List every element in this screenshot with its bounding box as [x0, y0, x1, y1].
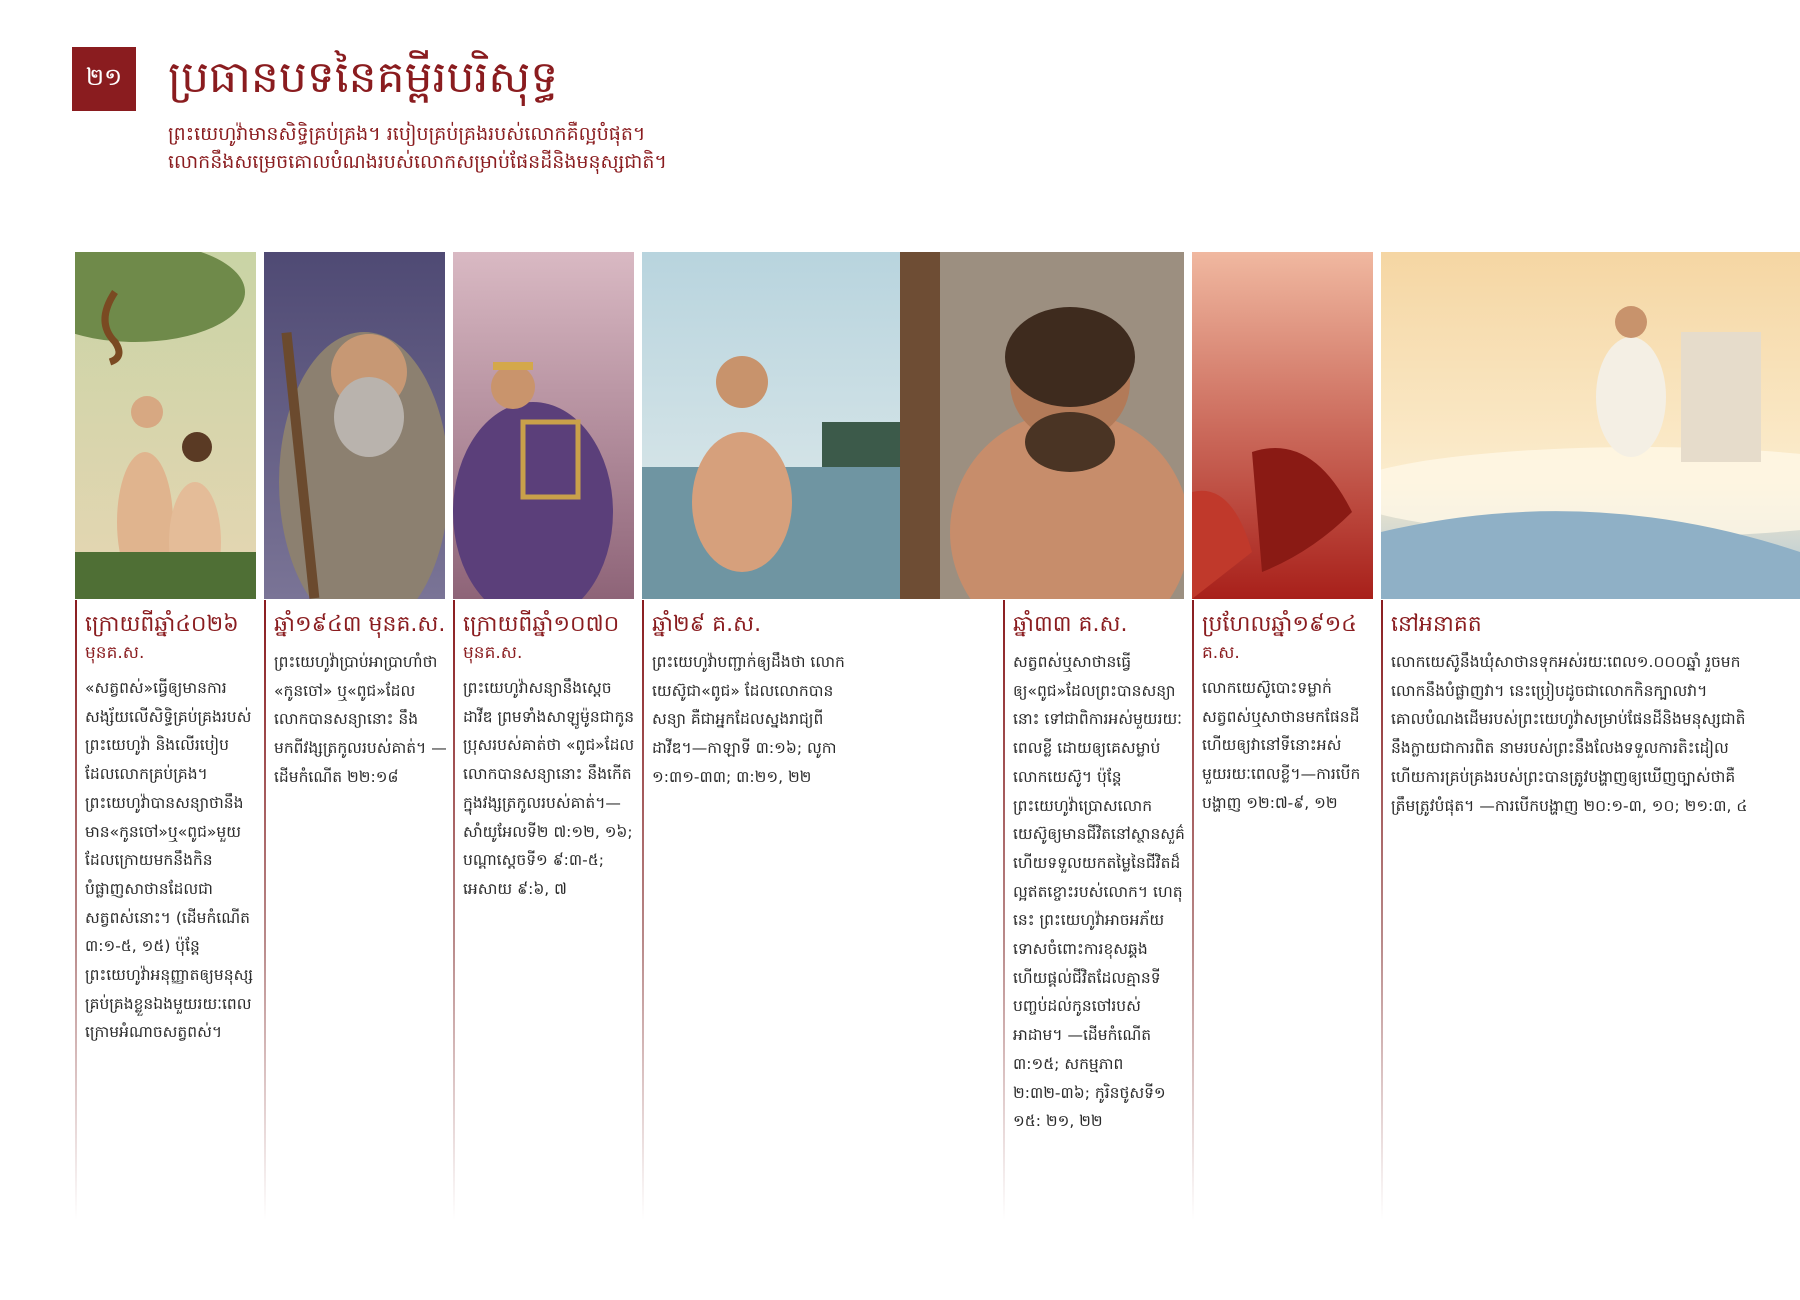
- page-subtitle: [168, 120, 888, 176]
- subtitle-line-1: ព្រះយេហូវ៉ាមានសិទ្ធិគ្រប់គ្រង។ របៀបគ្រប់គ្រងរបស់លោកគឺល្អបំផុត។: [168, 123, 646, 145]
- timeline-entry: [1003, 600, 1192, 1220]
- timeline-text: លោកយេស៊ូបោះទម្លាក់សត្វពស់ឬសាថានមកផែនដី ហើយឲ្យវានៅទីនោះអស់មួយរយៈពេលខ្លី។—ការបើកបង្ហាញ ១២:៧-៩, ១២: [1202, 679, 1361, 812]
- timeline-date: ឆ្នាំ១៩៤៣ មុនគ.ស.: [274, 612, 446, 637]
- timeline-divider: [1381, 600, 1383, 1220]
- timeline-divider: [75, 600, 77, 1220]
- timeline-era: គ.ស.: [1202, 643, 1240, 663]
- timeline-era: មុនគ.ស.: [463, 643, 523, 663]
- timeline-entry: [453, 600, 642, 1220]
- timeline-divider: [1003, 600, 1005, 1220]
- timeline-divider: [1192, 600, 1194, 1220]
- timeline-text: សត្វពស់ឬសាថានធ្វើឲ្យ«ពូជ»ដែលព្រះបានសន្យានោះ ទៅជាពិការអស់មួយរយៈពេលខ្លី ដោយឲ្យគេសម្លាប់លោកយេស៊ូ។ ប៉ុន្តែ ព្រះយេហូវ៉ាប្រោសលោកយេស៊ូឲ្យមានជីវិតនៅស្ថានសួគ៌ ហើយទទួលយកតម្លៃនៃជីវិតដ៏ល្អឥតខ្ចោះរបស់លោក។ ហេតុនេះ ព្រះយេហូវ៉ាអាចអភ័យទោសចំពោះការខុសឆ្គង ហើយផ្តល់ជីវិតដែលគ្មានទីបញ្ចប់ដល់កូនចៅរបស់អាដាម។ —ដើមកំណើត ៣:១៥; សកម្មភាព ២:៣២-៣៦; កូរិនថូសទី១ ១៥: ២១, ២២: [1013, 653, 1185, 1131]
- timeline-entry: [642, 600, 852, 1220]
- timeline-text: លោកយេស៊ូនឹងឃុំសាថានទុកអស់រយៈពេល១.០០០ឆ្នាំ រួចមកលោកនឹងបំផ្លាញវា។ នេះប្រៀបដូចជាលោកកិនក្បាលវា។ គោលបំណងដើមរបស់ព្រះយេហូវ៉ាសម្រាប់ផែនដីនិងមនុស្សជាតិនឹងក្លាយជាការពិត នាមរបស់ព្រះនឹងលែងទទួលការតិះដៀល ហើយការគ្រប់គ្រងរបស់ព្រះបានត្រូវបង្ហាញឲ្យឃើញច្បាស់ថាគឺត្រឹមត្រូវបំផុត។ —ការបើកបង្ហាញ ២០:១-៣, ១០; ២១:៣, ៤: [1391, 653, 1748, 815]
- timeline-entry: [264, 600, 453, 1220]
- timeline-text: ព្រះយេហូវ៉ាសន្យានឹងស្តេចដាវីឌ ព្រមទាំងសាឡូម៉ូនជាកូនប្រុសរបស់គាត់ថា «ពូជ»ដែលលោកបានសន្យានោះ នឹងកើតក្នុងវង្សត្រកូលរបស់គាត់។—សាំយូអែលទី២ ៧:១២, ១៦; បណ្តាស្តេចទី១ ៩:៣-៥; អេសាយ ៩:៦, ៧: [463, 679, 635, 898]
- page-title: ប្រធានបទនៃគម្ពីរបរិសុទ្ធ: [168, 52, 559, 103]
- chapter-number: ២១: [72, 47, 136, 111]
- timeline-entry: [75, 600, 264, 1220]
- timeline-date: ឆ្នាំ២៩ គ.ស.: [652, 612, 762, 637]
- subtitle-line-2: លោកនឹងសម្រេចគោលបំណងរបស់លោកសម្រាប់ផែនដីនិងមនុស្សជាតិ។: [168, 151, 667, 173]
- illustration-jesus-king-throne: [1381, 252, 1800, 599]
- timeline-entry: [1192, 600, 1381, 1220]
- timeline-divider: [453, 600, 455, 1220]
- timeline-date: ក្រោយពីឆ្នាំ៤០២៦: [85, 612, 239, 637]
- timeline-date: ឆ្នាំ៣៣ គ.ស.: [1013, 612, 1128, 637]
- illustration-king-david-harp: [453, 252, 634, 599]
- timeline-text: «សត្វពស់»ធ្វើឲ្យមានការសង្ស័យលើសិទ្ធិគ្រប់គ្រងរបស់ព្រះយេហូវ៉ា និងលើរបៀបដែលលោកគ្រប់គ្រង។ ព្រះយេហូវ៉ាបានសន្យាថានឹងមាន«កូនចៅ»ឬ«ពូជ»មួយ ដែលក្រោយមកនឹងកិនបំផ្លាញសាថានដែលជាសត្វពស់នោះ។ (ដើមកំណើត ៣:១-៥, ១៥) ប៉ុន្តែ ព្រះយេហូវ៉ាអនុញ្ញាតឲ្យមនុស្សគ្រប់គ្រងខ្លួនឯងមួយរយៈពេល ក្រោមអំណាចសត្វពស់។: [85, 679, 253, 1042]
- timeline-date: ប្រហែលឆ្នាំ១៩១៤: [1202, 612, 1357, 637]
- timeline-entry: [1381, 600, 1761, 1220]
- timeline-date: ក្រោយពីឆ្នាំ១០៧០: [463, 612, 620, 637]
- timeline-divider: [642, 600, 644, 1220]
- illustration-jesus-stake: [900, 252, 1184, 599]
- timeline-text: ព្រះយេហូវ៉ាប្រាប់អាប្រាហាំថា «កូនចៅ» ឬ«ពូជ»ដែលលោកបានសន្យានោះ នឹងមកពីវង្សត្រកូលរបស់គាត់។ —ដើមកំណើត ២២:១៨: [274, 653, 447, 786]
- illustration-abraham: [264, 252, 445, 599]
- timeline-divider: [264, 600, 266, 1220]
- illustration-jesus-baptism: [642, 252, 900, 599]
- timeline-text: ព្រះយេហូវ៉ាបញ្ជាក់ឲ្យដឹងថា លោកយេស៊ូជា«ពូជ» ដែលលោកបានសន្យា គឺជាអ្នកដែលស្នងរាជ្យពីដាវីឌ។—កាឡាទី ៣:១៦; លូកា ១:៣១-៣៣; ៣:២១, ២២: [652, 653, 845, 786]
- timeline-date: នៅអនាគត: [1391, 612, 1482, 637]
- illustration-satan-cast-down: [1192, 252, 1373, 599]
- timeline-era: មុនគ.ស.: [85, 643, 145, 663]
- illustration-adam-eve-serpent: [75, 252, 256, 599]
